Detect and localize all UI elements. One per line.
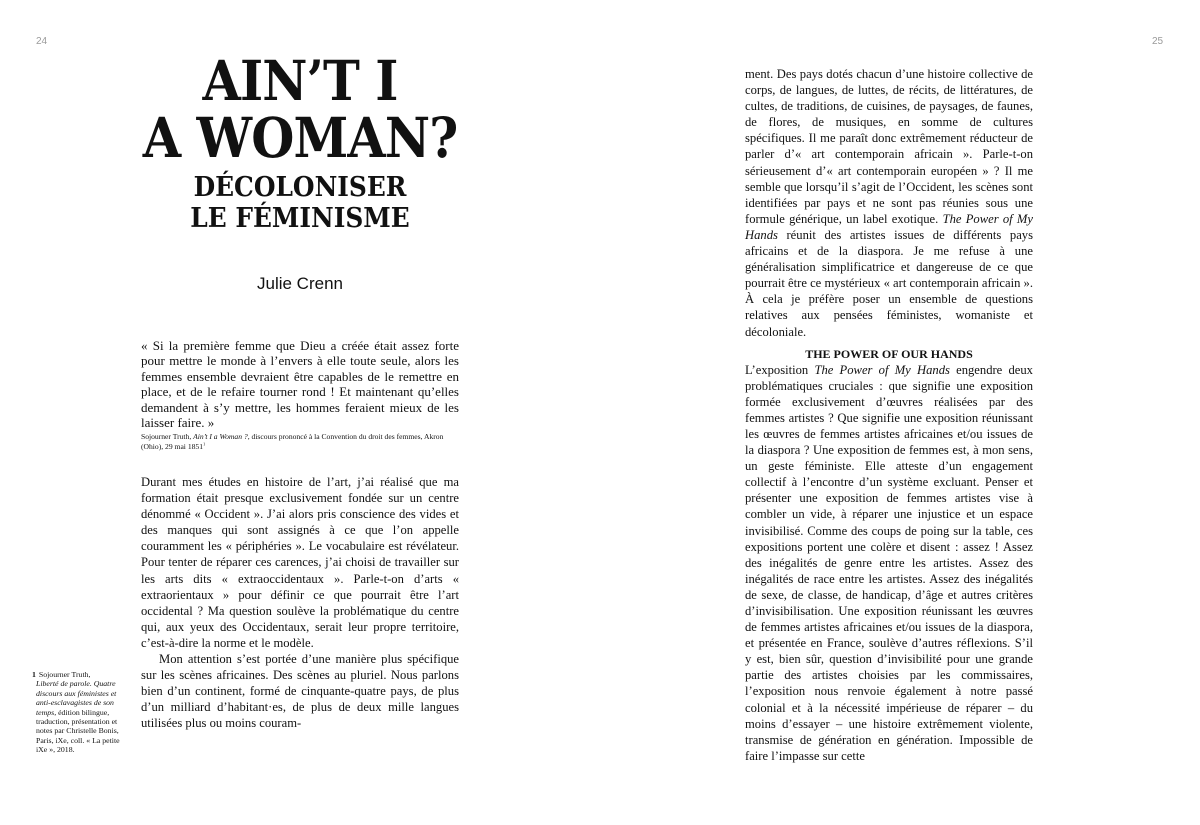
author-name: Julie Crenn	[257, 274, 343, 293]
right-paragraph-1-text-b: réunit des artistes issues de différents pays africains et de la diaspora. Je me refuse à une généralisation simplificatrice et dangereuse de ce que pourrait être ce mystérieux « art contemporain africain ». À cela je préfère poser un ensemble de questions relatives aux pensées féministes, womaniste et décoloniale.	[745, 227, 1033, 339]
right-paragraph-2-text-a: L’exposition	[745, 362, 815, 377]
epigraph-source-details: , discours prononcé à la Convention du droit des femmes, Akron (Ohio), 29 mai 1851	[141, 432, 444, 452]
right-paragraph-2-italic: The Power of My Hands	[814, 362, 950, 377]
subtitle-line-1: DÉCOLONISER	[193, 172, 407, 203]
footnote-title: Liberté de parole. Quatre discours aux féministes et anti-esclavagistes de son temps	[36, 679, 117, 717]
epigraph-quote: « Si la première femme que Dieu a créée était assez forte pour mettre le monde à l’envers à elle toute seule, alors les femmes ensemble devraient être capables de le remettre en place, et de le refaire tourner rond ! Et maintenant qu’elles demandent à s’y mettre, les hommes feraient mieux de les laisser faire. »	[141, 338, 459, 431]
footnote-reference: 1	[203, 441, 206, 447]
footnote-author: Sojourner Truth,	[38, 670, 91, 679]
page-number-left: 24	[36, 36, 48, 47]
footnote-number: 1	[32, 670, 36, 679]
main-title-line-2: A WOMAN?	[142, 105, 458, 170]
epigraph-source	[141, 432, 459, 452]
page-number-right: 25	[1152, 36, 1164, 47]
subtitle	[116, 172, 484, 234]
section-heading: THE POWER OF OUR HANDS	[805, 346, 973, 361]
left-paragraph-2: Mon attention s’est portée d’une manière plus spécifique sur les scènes africaines. Des scènes au pluriel. Nous parlons bien d’un continent, formé de cinquante-quatre pays, de plus d’un milliard d’habitant·es, de plus de deux mille langues utilisées plus ou moins couram-	[141, 652, 459, 731]
title-block	[100, 48, 500, 234]
subtitle-line-2: LE FÉMINISME	[190, 203, 410, 234]
left-paragraph-1: Durant mes études en histoire de l’art, j’ai réalisé que ma formation était presque exclusivement fondée sur un centre dénommé « Occident ». J’ai alors pris conscience des vides et des manques qui sont assignés à ce que l’on appelle couramment les « périphéries ». Le vocabulaire est révélateur. Pour tenter de réparer ces carences, j’ai choisi de travailler sur les arts dits « extraoccidentaux ». Parle-t-on d’arts « extraorientaux » pour définir ce que pourrait être l’art occidental ? Ma question soulève la problématique du centre qui, aux yeux des Occidentaux, serait leur propre territoire, c’est-à-dire la norme et le modèle.	[141, 475, 459, 650]
footnote-body	[32, 679, 124, 754]
epigraph	[141, 338, 459, 452]
main-title-line-1: AIN’T I	[202, 48, 398, 113]
right-paragraph-2	[745, 362, 1033, 764]
right-paragraph-2-text-b: engendre deux problématiques cruciales : que signifie une exposition formée exclusivement d’œuvres réalisées par des femmes artistes ? Que signifie une exposition réunissant les œuvres de femmes artistes africaines et/ou issues de la diaspora ? Une exposition de femmes est, à mon sens, un geste féministe. Elle atteste d’un engagement collectif à l’encontre d’un système excluant. Penser et présenter une exposition de femmes artistes vise à combler un vide, à réparer une injustice et un espace invisibilisé. Comme des coups de poing sur la table, ces expositions portent une colère et disent : assez ! Assez des inégalités de genre entre les artistes. Assez des inégalités de race entre les artistes. Assez des inégalités de sexe, de classe, de handicap, d’âge et autres critères d’invisibilisation. Une exposition réunissant les œuvres de femmes artistes africaines et/ou issues de la diaspora, et présentée en France, soulève d’autres réflexions. S’il y est, bien sûr, question d’invisibilité pour une grande partie des artistes choisies par les commissaires, l’exposition nous renvoie également à notre passé colonial et à la nécessité impérieuse de réparer – du moins d’essayer – une histoire extrêmement violente, transmise de génération en génération. Impossible de faire l’impasse sur cette	[745, 362, 1033, 763]
footnote-details: , édition bilingue, traduction, présentation et notes par Christelle Bonis, Paris, iXe, coll. « La petite iXe », 2018.	[36, 707, 120, 755]
right-paragraph-1	[745, 66, 1033, 340]
footnote	[32, 670, 124, 755]
main-title	[120, 48, 480, 170]
epigraph-source-title: Ain’t I a Woman ?	[193, 432, 248, 442]
left-body-column	[141, 474, 459, 732]
epigraph-source-author: Sojourner Truth,	[141, 432, 194, 442]
right-paragraph-1-text-a: ment. Des pays dotés chacun d’une histoire collective de corps, de langues, de luttes, de récits, de littératures, de cultes, de traditions, de cuisines, de paysages, de faunes, de flores, de musiques, en somme de cultures spécifiques. Il me paraît donc extrêmement réducteur de parler d’« art contemporain africain ». Parle-t-on sérieusement d’« art contemporain européen » ? Il me semble que lorsqu’il s’agit de l’Occident, les scènes sont identifiées par pays et ne sont pas réunies sous une formule générique, un label exotique.	[745, 67, 1033, 226]
right-body-column	[745, 66, 1033, 764]
right-paragraph-1-italic: The Power of My Hands	[745, 211, 1033, 242]
